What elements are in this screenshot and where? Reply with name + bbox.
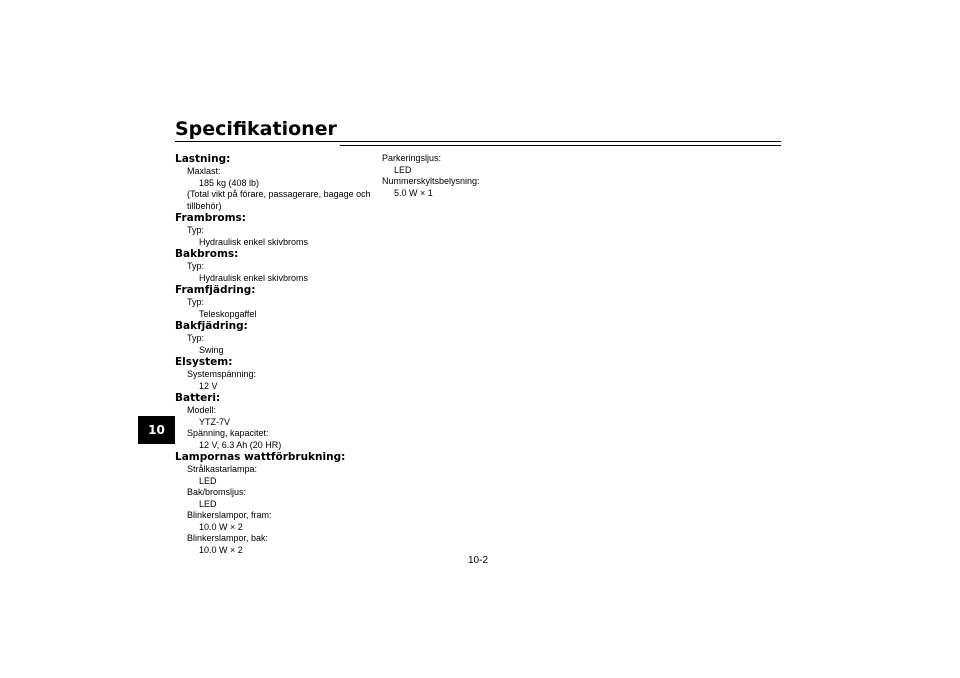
spec-label: Modell: — [187, 405, 217, 415]
spec-label: Blinkerslampor, bak: — [187, 533, 269, 543]
spec-section — [175, 284, 375, 320]
page-title: Specifikationer — [175, 118, 337, 140]
spec-label: Bak/bromsljus: — [187, 487, 247, 497]
chapter-tab: 10 — [138, 416, 175, 444]
spec-section — [175, 356, 375, 392]
spec-label: Typ: — [187, 333, 205, 343]
spec-note: (Total vikt på förare, passagerare, bagage och tillbehör) — [187, 189, 371, 211]
spec-label: Blinkerslampor, fram: — [187, 510, 272, 520]
header-rule-secondary — [340, 145, 781, 146]
spec-column-left — [175, 153, 375, 556]
spec-value: Teleskopgaffel — [199, 308, 257, 319]
spec-value: Hydraulisk enkel skivbroms — [199, 272, 309, 283]
section-heading: Lastning: — [175, 153, 231, 165]
spec-label: Systemspänning: — [187, 369, 257, 379]
section-heading: Lampornas wattförbrukning: — [175, 451, 346, 463]
spec-section — [175, 320, 375, 356]
spec-label: Maxlast: — [187, 166, 221, 176]
section-heading: Frambroms: — [175, 212, 247, 224]
spec-label: Typ: — [187, 297, 205, 307]
spec-value: YTZ-7V — [199, 416, 231, 427]
spec-value: 12 V — [199, 380, 218, 391]
spec-value: 185 kg (408 lb) — [199, 177, 260, 188]
header-rule — [175, 141, 781, 142]
spec-section — [175, 451, 375, 556]
spec-value: LED — [199, 475, 217, 486]
spec-label: Strålkastarlampa: — [187, 464, 258, 474]
spec-label: Nummerskyltsbelysning: — [382, 176, 480, 186]
spec-label: Typ: — [187, 225, 205, 235]
section-heading: Batteri: — [175, 392, 221, 404]
spec-section — [175, 392, 375, 451]
spec-section — [175, 248, 375, 284]
spec-section — [175, 212, 375, 248]
section-heading: Framfjädring: — [175, 284, 256, 296]
spec-label: Spänning, kapacitet: — [187, 428, 269, 438]
spec-value: LED — [199, 498, 217, 509]
section-heading: Bakfjädring: — [175, 320, 248, 332]
spec-value: 12 V, 6.3 Ah (20 HR) — [199, 439, 282, 450]
spec-label: Typ: — [187, 261, 205, 271]
spec-section — [175, 153, 375, 212]
section-heading: Elsystem: — [175, 356, 233, 368]
spec-column-right — [382, 153, 582, 199]
spec-value: Hydraulisk enkel skivbroms — [199, 236, 309, 247]
spec-value: 10.0 W × 2 — [199, 521, 243, 532]
spec-value: 10.0 W × 2 — [199, 544, 243, 555]
spec-label: Parkeringsljus: — [382, 153, 442, 163]
spec-value: 5.0 W × 1 — [394, 187, 433, 198]
spec-value: LED — [394, 164, 412, 175]
page-number: 10-2 — [468, 555, 489, 566]
spec-value: Swing — [199, 344, 224, 355]
section-heading: Bakbroms: — [175, 248, 239, 260]
